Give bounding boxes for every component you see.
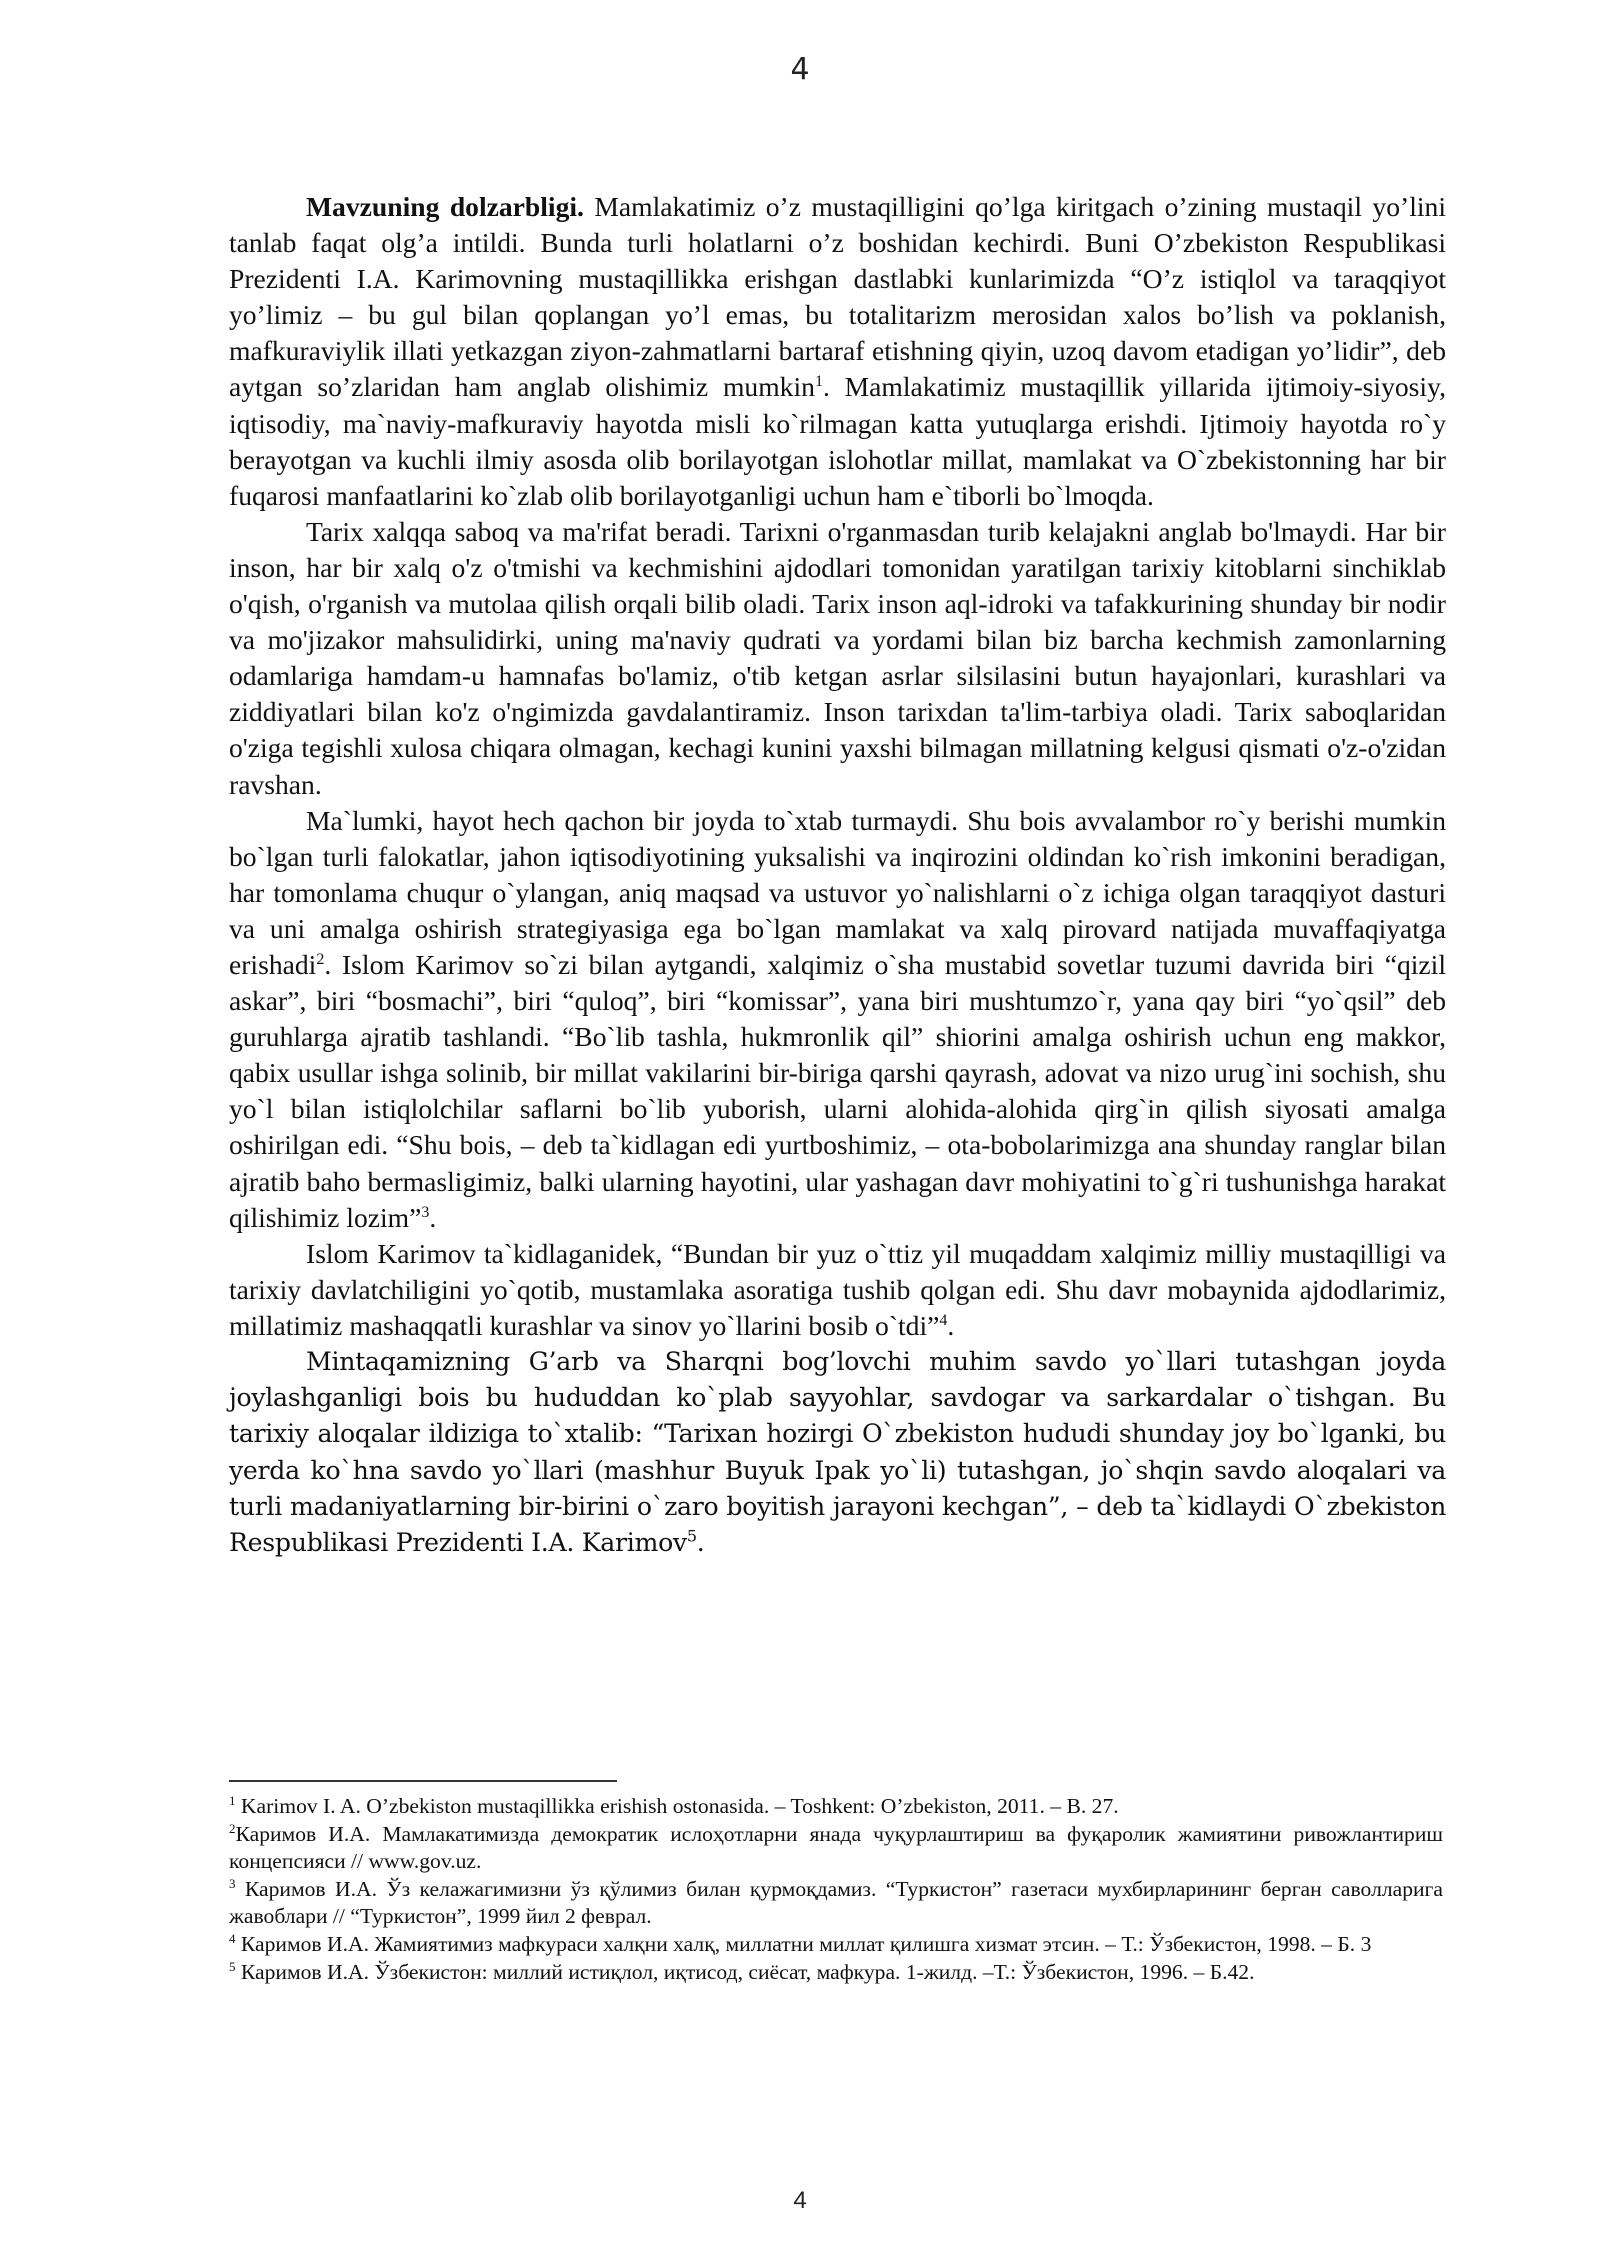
paragraph-karimov-quote — [229, 1236, 1446, 1344]
footnote-mark: 4 — [229, 1930, 236, 1946]
footnote-mark: 3 — [229, 1875, 236, 1891]
footnotes — [229, 1793, 1443, 1986]
paragraph-trade-routes — [229, 1344, 1446, 1561]
footnote-mark: 2 — [229, 1820, 236, 1836]
footnote-text: Каримов И.А. Ўз келажагимизни ўз қўлимиз билан қурмоқдамиз. “Туркистон” газетаси мухбирларининг берган саволларига жавоблари // “Туркистон”, 1999 йил 2 феврал. — [229, 1876, 1443, 1929]
paragraph-text: Islom Karimov ta`kidlaganidek, “Bundan bir yuz o`ttiz yil muqaddam xalqimiz milliy mustaqilligi va tarixiy davlatchiligini yo`qotib, mustamlaka asoratiga tushib qolgan edi. Shu davr mobaynida ajdodlarimiz, millatimiz mashaqqatli kurashlar va sinov yo`llarini bosib o`tdi” — [229, 1237, 1446, 1341]
paragraph-text: Mintaqamizning G’arb va Sharqni bog’lovchi muhim savdo yo`llari tutashgan joyda joylashganligi bois bu hududdan ko`plab sayyohlar, savdogar va sarkardalar o`tishgan. Bu tarixiy aloqalar ildiziga to`xtalib: “Tarixan hozirgi O`zbekiston hududi shunday joy bo`lganki, bu yerda ko`hna savdo yo`llari (mashhur Buyuk Ipak yo`li) tutashgan, jo`shqin savdo aloqalari va turli madaniyatlarning bir-birini o`zaro boyitish jarayoni kechgan”, – deb ta`kidlaydi O`zbekiston Respublikasi Prezidenti I.A. Karimov — [229, 1347, 1446, 1558]
footnote-5 — [229, 1959, 1443, 1987]
paragraph-text: . — [696, 1528, 705, 1558]
footnote-text: Karimov I. A. O’zbekiston mustaqillikka erishish ostonasida. – Toshkent: O’zbekiston, 2011. – B. 27. — [235, 1794, 1119, 1818]
footnote-separator — [229, 1780, 617, 1782]
page-number-top: 4 — [790, 52, 810, 87]
paragraph-history: Tarix xalqqa saboq va ma'rifat beradi. Tarixni o'rganmasdan turib kelajakni anglab bo'lmaydi. Har bir inson, har bir xalq o'z o'tmishi va kechmishini ajdodlari tomonidan yaratilgan tarixiy kitoblarni sinchiklab o'qish, o'rganish va mutolaa qilish orqali bilib oladi. Tarix inson aql-idroki va tafakkurining shunday bir nodir va mo'jizakor mahsulidirki, uning ma'naviy qudrati va yordami bilan biz barcha kechmish zamonlarning odamlariga hamdam-u hamnafas bo'lamiz, o'tib ketgan asrlar silsilasini butun hayajonlari, kurashlari va ziddiyatlari bilan ko'z o'ngimizda gavdalantiramiz. Inson tarixdan ta'lim-tarbiya oladi. Tarix saboqlaridan o'ziga tegishli xulosa chiqara olmagan, kechagi kunini yaxshi bilmagan millatning kelgusi qismati o'z-o'zidan ravshan. — [229, 515, 1446, 800]
main-text — [229, 189, 1446, 1561]
footnote-mark: 5 — [229, 1958, 236, 1974]
footnote-text: Каримов И.А. Жамиятимиз мафкураси халқни халқ, миллатни миллат қилишга хизмат этсин. – Т.: Ўзбекистон, 1998. – Б. 3 — [235, 1931, 1372, 1956]
footnote-mark: 1 — [229, 1792, 236, 1808]
footnote-ref-4[interactable]: 4 — [939, 1311, 948, 1329]
footnote-3 — [229, 1876, 1443, 1931]
section-heading: Mavzuning dolzarbligi. — [306, 191, 584, 222]
paragraph-life — [229, 803, 1446, 1236]
footnote-1 — [229, 1793, 1443, 1821]
footnote-ref-2[interactable]: 2 — [316, 950, 325, 968]
footnote-ref-3[interactable]: 3 — [421, 1203, 430, 1221]
paragraph-text: . — [947, 1309, 955, 1341]
paragraph-text: . Islom Karimov so`zi bilan aytgandi, xalqimiz o`sha mustabid sovetlar tuzumi davrida biri “qizil askar”, biri “bosmachi”, biri “quloq”, biri “komissar”, yana biri mushtumzo`r, yana qay biri “yo`qsil” deb guruhlarga ajratib tashlandi. “Bo`lib tashla, hukmronlik qil” shiorini amalga oshirish uchun eng makkor, qabix usullar ishga solinib, bir millat vakilarini bir-biriga qarshi qayrash, adovat va nizo urug`ini sochish, shu yo`l bilan istiqlolchilar saflarni bo`lib yuborish, ularni alohida-alohida qirg`in qilish siyosati amalga oshirilgan edi. “Shu bois, – deb ta`kidlagan edi yurtboshimiz, – ota-bobolarimizga ana shunday ranglar bilan ajratib baho bermasligimiz, balki ularning hayotini, ular yashagan davr mohiyatini to`g`ri tushunishga harakat qilishimiz lozim” — [229, 948, 1446, 1233]
footnote-ref-1[interactable]: 1 — [814, 373, 823, 391]
footnote-ref-5[interactable]: 5 — [686, 1526, 697, 1546]
paragraph-text: Mamlakatimiz o’z mustaqilligini qo’lga kiritgach o’zining mustaqil yo’lini tanlab faqat olg’a intildi. Bunda turli holatlarni o’z boshidan kechirdi. Buni O’zbekiston Respublikasi Prezidenti I.A. Karimovning mustaqillikka erishgan dastlabki kunlarimizda “O’z istiqlol va taraqqiyot yo’limiz – bu gul bilan qoplangan yo’l emas, bu totalitarizm merosidan xalos bo’lish va poklanish, mafkuraviylik illati yetkazgan ziyon-zahmatlarni bartaraf etishning qiyin, uzoq davom etadigan yo’lidir”, deb aytgan so’zlaridan ham anglab olishimiz mumkin — [229, 191, 1446, 403]
footnote-text: Каримов И.А. Мамлакатимизда демократик ислоҳотларни янада чуқурлаштириш ва фуқаролик жамиятини ривожлантириш концепсияси // www.gov.uz. — [229, 1821, 1443, 1874]
footnote-4 — [229, 1931, 1443, 1959]
footnote-2 — [229, 1821, 1443, 1876]
paragraph-text: . — [429, 1201, 437, 1233]
paragraph-text: Ma`lumki, hayot hech qachon bir joyda to`xtab turmaydi. Shu bois avvalambor ro`y berishi mumkin bo`lgan turli falokatlar, jahon iqtisodiyotining yuksalishi va inqirozini oldindan ko`rish imkonini beradigan, har tomonlama chuqur o`ylangan, aniq maqsad va ustuvor yo`nalishlarni o`z ichiga olgan taraqqiyot dasturi va uni amalga oshirish strategiyasiga ega bo`lgan mamlakat va xalq pirovard natijada muvaffaqiyatga erishadi — [229, 804, 1446, 980]
page-number-bottom: 4 — [793, 2187, 807, 2214]
paragraph-text: . Mamlakatimiz mustaqillik yillarida ijtimoiy-siyosiy, iqtisodiy, ma`naviy-mafkuraviy hayotda misli ko`rilmagan katta yutuqlarga erishdi. Ijtimoiy hayotda ro`y berayotgan va kuchli ilmiy asosda olib borilayotgan islohotlar millat, mamlakat va O`zbekistonning har bir fuqarosi manfaatlarini ko`zlab olib borilayotganligi uchun ham e`tiborli bo`lmoqda. — [229, 371, 1446, 511]
paragraph-relevance — [229, 189, 1446, 514]
footnote-text: Каримов И.А. Ўзбекистон: миллий истиқлол, иқтисод, сиёсат, мафкура. 1-жилд. –Т.: Ўзбекистон, 1996. – Б.42. — [235, 1959, 1255, 1984]
